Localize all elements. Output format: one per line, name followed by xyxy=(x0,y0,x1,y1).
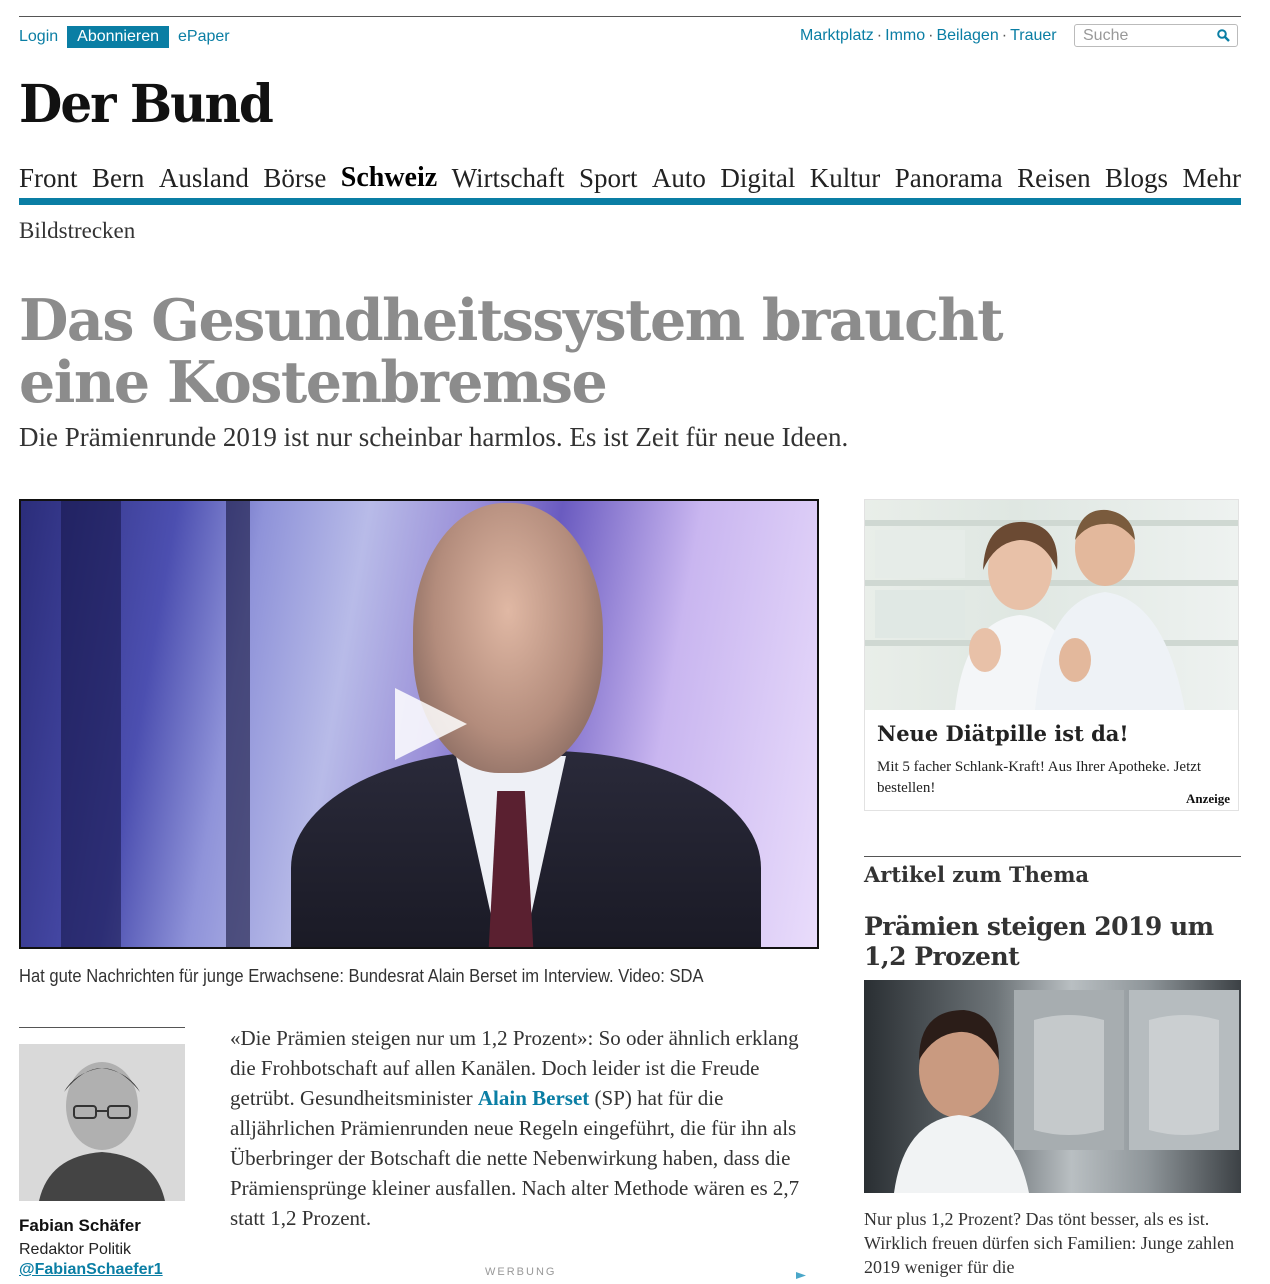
ad-text: Mit 5 facher Schlank-Kraft! Aus Ihrer Apotheke. Jetzt bestellen! xyxy=(877,759,1202,796)
top-rule xyxy=(19,16,1241,17)
nav-item-auto[interactable]: Auto xyxy=(651,163,706,193)
separator: · xyxy=(876,27,883,44)
body-text: (SP) hat für die alljährlichen Prämienrunden neue Regeln eingeführt, die für ihn als Überbringer der Botschaft die nette Nebenwirkung haben, dass die Prämiensprünge kleiner ausfallen. Nach alter Methode wären es 2,7 statt 1,2 Prozent. xyxy=(230,1086,800,1230)
nav-item-schweiz[interactable]: Schweiz xyxy=(340,162,438,193)
article-headline: Das Gesundheitssystem braucht eine Kostenbremse xyxy=(19,287,1003,416)
nav-item-digital[interactable]: Digital xyxy=(720,163,796,193)
marktplatz-link[interactable]: Marktplatz xyxy=(800,27,874,44)
author-divider xyxy=(19,1027,185,1028)
nav-item-mehr[interactable]: Mehr xyxy=(1182,163,1241,193)
nav-item-bern[interactable]: Bern xyxy=(91,163,145,193)
author-photo xyxy=(19,1044,185,1201)
epaper-link[interactable]: ePaper xyxy=(178,28,230,45)
body-text: «Die Prämien steigen nur um 1,2 Prozent»: So oder ähnlich erklang die Frohbotschaft auf allen Kanälen. Doch leider ist die Freude getrübt. Gesundheitsminister xyxy=(230,1026,799,1110)
related-article-teaser: Nur plus 1,2 Prozent? Das tönt besser, als es ist. Wirklich freuen dürfen sich Familien: Junge zahlen 2019 weniger für die xyxy=(864,1209,1235,1277)
video-background xyxy=(226,501,250,949)
separator: · xyxy=(1001,27,1008,44)
sidebar-divider xyxy=(864,856,1241,857)
site-logo[interactable]: Der Bund xyxy=(19,72,272,135)
main-nav xyxy=(19,160,1241,196)
nav-item-blogs[interactable]: Blogs xyxy=(1105,163,1169,193)
search-icon[interactable] xyxy=(1215,26,1231,46)
subnav-item-bildstrecken[interactable]: Bildstrecken xyxy=(19,218,136,243)
nav-item-sport[interactable]: Sport xyxy=(578,163,638,193)
nav-accent-bar xyxy=(19,198,1241,205)
adchoices-icon[interactable] xyxy=(796,1266,806,1273)
nav-item-kultur[interactable]: Kultur xyxy=(809,163,881,193)
utility-nav-left xyxy=(19,25,239,49)
ad-title[interactable]: Neue Diätpille ist da! xyxy=(877,721,1129,746)
play-icon[interactable] xyxy=(391,686,471,766)
author-twitter-link[interactable]: @FabianSchaefer1 xyxy=(19,1261,163,1278)
nav-item-boerse[interactable]: Börse xyxy=(263,163,327,193)
related-article-title[interactable]: Prämien steigen 2019 um 1,2 Prozent xyxy=(864,912,1214,971)
nav-item-wirtschaft[interactable]: Wirtschaft xyxy=(451,163,565,193)
search-input[interactable] xyxy=(1081,26,1215,46)
trauer-link[interactable]: Trauer xyxy=(1010,27,1057,44)
subscribe-button[interactable]: Abonnieren xyxy=(67,26,169,48)
separator: · xyxy=(928,27,934,44)
sidebar-heading: Artikel zum Thema xyxy=(864,862,1090,887)
search-box xyxy=(1074,24,1238,47)
utility-nav-right xyxy=(800,27,1057,45)
article-body xyxy=(230,1023,820,1233)
beilagen-link[interactable]: Beilagen xyxy=(936,27,999,44)
author-name: Fabian Schäfer xyxy=(19,1216,141,1235)
sponsored-ad[interactable] xyxy=(864,499,1239,811)
ad-image xyxy=(865,500,1238,710)
immo-link[interactable]: Immo xyxy=(885,27,926,44)
related-article-image[interactable] xyxy=(864,980,1241,1193)
video-player[interactable] xyxy=(19,499,819,949)
nav-item-front[interactable]: Front xyxy=(19,163,78,193)
ad-label: WERBUNG xyxy=(485,1266,557,1278)
article-lead: Die Prämienrunde 2019 ist nur scheinbar harmlos. Es ist Zeit für neue Ideen. xyxy=(19,422,849,452)
video-caption: Hat gute Nachrichten für junge Erwachsene: Bundesrat Alain Berset im Interview. Video: SDA xyxy=(19,966,704,986)
video-background xyxy=(61,501,121,949)
author-role: Redaktor Politik xyxy=(19,1241,132,1258)
berset-link[interactable]: Alain Berset xyxy=(477,1086,590,1110)
login-link[interactable]: Login xyxy=(19,28,59,45)
nav-item-reisen[interactable]: Reisen xyxy=(1017,163,1091,193)
nav-item-panorama[interactable]: Panorama xyxy=(894,163,1003,193)
ad-sponsor-label: Anzeige xyxy=(1185,791,1230,806)
nav-item-ausland[interactable]: Ausland xyxy=(158,163,249,193)
